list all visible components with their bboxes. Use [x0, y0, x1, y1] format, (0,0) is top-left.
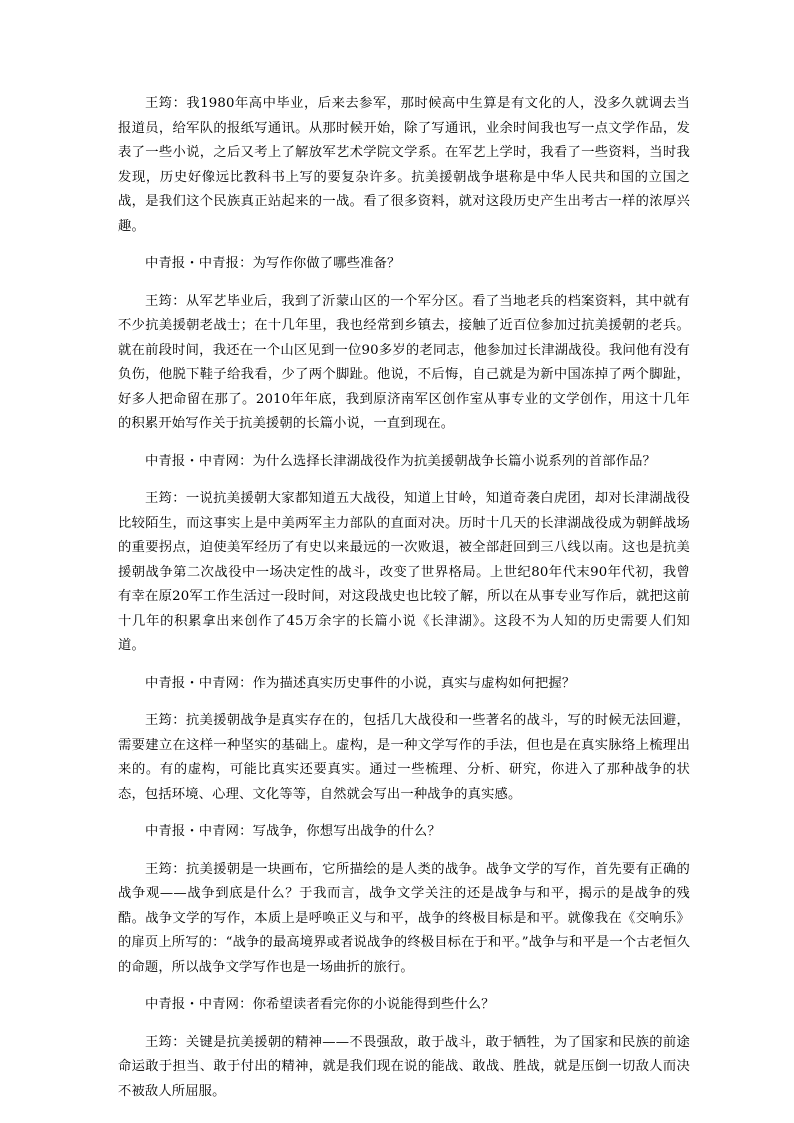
question-paragraph: 中青报・中青网：你希望读者看完你的小说能得到些什么？ [145, 997, 495, 1012]
question-paragraph: 中青报・中青网：作为描述真实历史事件的小说，真实与虚构如何把握？ [145, 675, 576, 691]
answer-paragraph: 王筠：我1980年高中毕业，后来去参军，那时候高中生算是有文化的人，没多久就调去当报道员，给军队的报纸写通讯。从那时候开始，除了写通讯，业余时间我也写一点文学作品，发表了一些小说，之后又考上了解放军艺术学院文学系。在军艺上学时，我看了一些资料，当时我发现，历史好像远比教科书上写的要复杂许多。抗美援朝战争堪称是中华人民共和国的立国之战，是我们这个民族真正站起来的一战。看了很多资料，就对这段历史产生出考古一样的浓厚兴趣。 [118, 96, 690, 234]
interview-body [118, 92, 690, 1104]
answer-paragraph: 王筠：抗美援朝战争是真实存在的，包括几大战役和一些著名的战斗，写的时候无法回避，需要建立在这样一种坚实的基础上。虚构，是一种文学写作的手法，但也是在真实脉络上梳理出来的。有的虚构，可能比真实还要真实。通过一些梳理、分析、研究，你进入了那种战争的状态，包括环境、心理、文化等等，自然就会写出一种战争的真实感。 [118, 713, 690, 802]
answer-paragraph: 王筠：抗美援朝是一块画布，它所描绘的是人类的战争。战争文学的写作，首先要有正确的战争观——战争到底是什么？于我而言，战争文学关注的还是战争与和平，揭示的是战争的残酷。战争文学的写作，本质上是呼唤正义与和平，战争的终极目标是和平。就像我在《交响乐》的扉页上所写的：“战争的最高境界或者说战争的终极目标在于和平。”战争与和平是一个古老恒久的命题，所以战争文学写作也是一场曲折的旅行。 [118, 861, 691, 975]
answer-paragraph: 王筠：从军艺毕业后，我到了沂蒙山区的一个军分区。看了当地老兵的档案资料，其中就有不少抗美援朝老战士；在十几年里，我也经常到乡镇去，接触了近百位参加过抗美援朝的老兵。就在前段时间，我还在一个山区见到一位90多岁的老同志，他参加过长津湖战役。我问他有没有负伤，他脱下鞋子给我看，少了两个脚趾。他说，不后悔，自己就是为新中国冻掉了两个脚趾，好多人把命留在那了。2010年年底，我到原济南军区创作室从事专业的文学创作，用这十几年的积累开始写作关于抗美援朝的长篇小说，一直到现在。 [118, 293, 690, 431]
question-paragraph: 中青报・中青报：为写作你做了哪些准备？ [145, 256, 401, 271]
question-paragraph: 中青报・中青网：为什么选择长津湖战役作为抗美援朝战争长篇小说系列的首部作品？ [145, 453, 656, 469]
answer-paragraph: 王筠：关键是抗美援朝的精神——不畏强敌，敢于战斗，敢于牺牲，为了国家和民族的前途命运敢于担当、敢于付出的精神，就是我们现在说的能战、敢战、胜战，就是压倒一切敌人而决不被敌人所屈服。 [118, 1034, 690, 1099]
answer-paragraph: 王筠：一说抗美援朝大家都知道五大战役，知道上甘岭，知道奇袭白虎团，却对长津湖战役比较陌生，而这事实上是中美两军主力部队的直面对决。历时十几天的长津湖战役成为朝鲜战场的重要拐点，迫使美军经历了有史以来最远的一次败退，被全部赶回到三八线以南。这也是抗美援朝战争第二次战役中一场决定性的战斗，改变了世界格局。上世纪80年代末90年代初，我曾有幸在原20军工作生活过一段时间，对这段战史也比较了解，所以在从事专业写作后，就把这前十几年的积累拿出来创作了45万余字的长篇小说《长津湖》。这段不为人知的历史需要人们知道。 [118, 491, 690, 653]
question-paragraph: 中青报・中青网：写战争，你想写出战争的什么？ [145, 824, 441, 839]
